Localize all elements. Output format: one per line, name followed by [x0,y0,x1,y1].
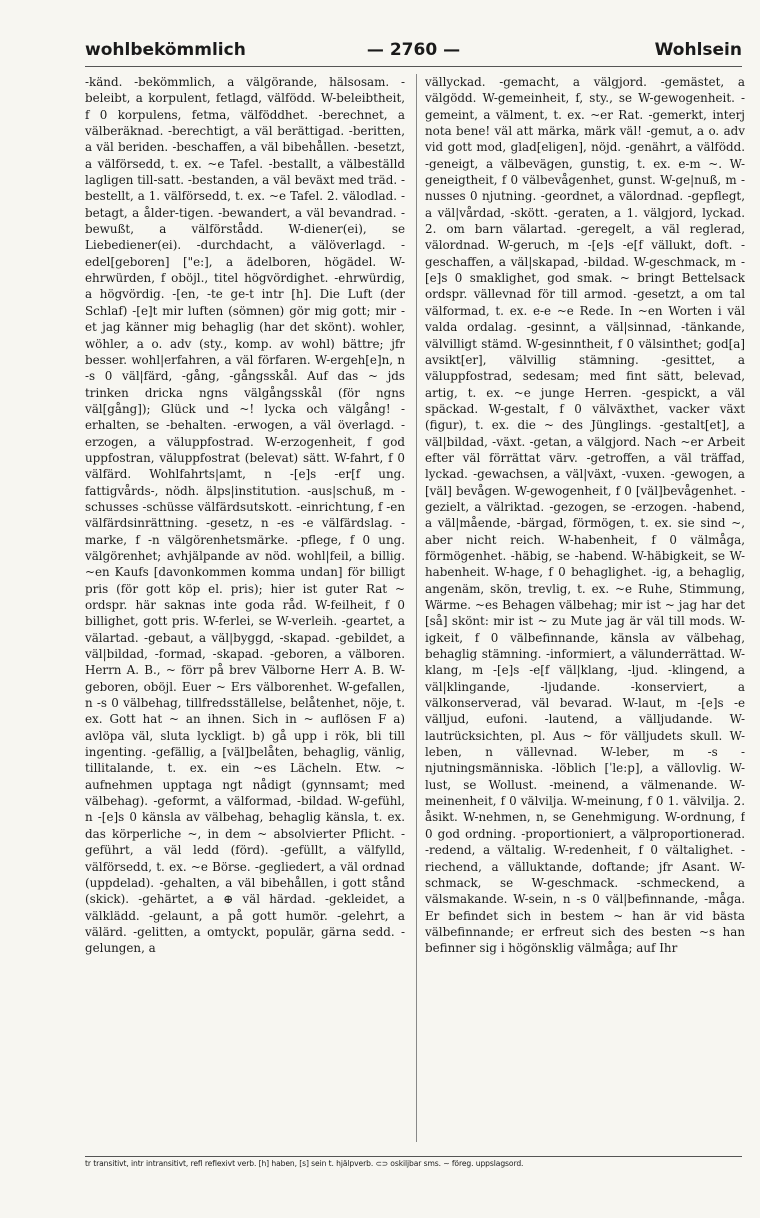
footer-rule [85,1156,742,1157]
abbreviation-legend: tr transitivt, intr intransitivt, refl reflexivt verb. [h] haben, [s] sein t. hjälpverb. ⊂⊃ oskiljbar sms. ~ föreg. uppslagsord. [85,1159,524,1168]
left-column-text: -känd. -bekömmlich, a välgörande, hälsosam. -beleibt, a korpulent, fetlagd, välfödd. W-beleibtheit, f 0 korpulens, fetma, välföddhet. -berechnet, a välberäknad. -berechtigt, a väl berättigad. -beritten, a väl beriden. -beschaffen, a väl bibehållen. -besetzt, a välförsedd, t. ex. ~e Tafel. -bestallt, a välbeställd lagligen till-satt. -bestanden, a väl beväxt med träd. -bestellt, a 1. välförsedd, t. ex. ~e Tafel. 2. välodlad. -betagt, a ålder-tigen. -bewandert, a väl bevandrad. -bewußt, a välförstådd. W-diener(ei), se Liebediener(ei). -durchdacht, a välöverlagd. -edel[geboren] ["e:], a ädelboren, högädel. W-ehrwürden, f oböjl., titel högvördighet. -ehrwürdig, a högvördig. -[en, -te ge-t intr [h]. Die Luft (der Schlaf) -[e]t mir luften (sömnen) gör mig gott; mir -et jag känner mig behaglig (har det skönt). wohler, wöhler, a o. adv (sty., komp. av wohl) bättre; jfr besser. wohl|erfahren, a väl förfaren. W-ergeh[e]n, n -s 0 väl|färd, -gång, -gångsskål. Auf das ~ jds trinken dricka ngns välgångsskål (för ngns väl[gång]); Glück und ~! lycka och välgång! -erhalten, se -behalten. -erwogen, a väl överlagd. -erzogen, a väluppfostrad. W-erzogenheit, f god uppfostran, väluppfostrat (belevat) sätt. W-fahrt, f 0 välfärd. Wohlfahrts|amt, n -[e]s -er[f ung. fattigvårds-, nödh. älps|institution. -aus|schuß, m -schusses -schüsse välfärdsutskott. -einrichtung, f -en välfärdsinrättning. -gesetz, n -es -e välfärdslag. -marke, f -n välgörenhetsmärke. -pflege, f 0 ung. välgörenhet; avhjälpande av nöd. wohl|feil, a billig. ~en Kaufs [davonkommen komma undan] för billigt pris (för gott köp el. pris); hier ist guter Rat ~ ordspr. här saknas inte goda råd. W-feilheit, f 0 billighet, gott pris. W-ferlei, se W-verleih. -geartet, a välartad. -gebaut, a väl|byggd, -skapad. -gebildet, a väl|bildad, -formad, -skapad. -geboren, a välboren. Herrn A. B., ~ förr på brev Välborne Herr A. B. W-geboren, oböjl. Euer ~ Ers välborenhet. W-gefallen, n -s 0 välbehag, tillfredsställelse, belåtenhet, nöje, t. ex. Gott hat ~ an ihnen. Sich in ~ auflösen F a) avlöpa väl, sluta lyckligt. b) gå upp i rök, bli till ingenting. -gefällig, a [väl]belåten, behaglig, vänlig, tillitalande, t. ex. ein ~es Lächeln. Etw. ~ aufnehmen upptaga ngt nådigt (gynnsamt; med välbehag). -geformt, a välformad, -bildad. W-gefühl, n -[e]s 0 känsla av välbehag, behaglig känsla, t. ex. das körperliche ~, in dem ~ absolvierter Pflicht. -geführt, a väl ledd (förd). -gefüllt, a välfylld, välförsedd, t. ex. ~e Börse. -gegliedert, a väl ordnad (uppdelad). -gehalten, a väl bibehållen, i gott stånd (skick). -gehärtet, a ⊕ väl härdad. -gekleidet, a välklädd. -gelaunt, a på gott humör. -gelehrt, a välärd. -gelitten, a omtyckt, populär, gärna sedd. -gelungen, a [85,75,405,956]
left-column [85,74,405,1144]
header-right-guideword: Wohlsein [654,40,742,60]
header-left-guideword: wohlbekömmlich [85,40,246,60]
column-divider [416,74,417,1142]
right-column-text: vällyckad. -gemacht, a välgjord. -gemästet, a välgödd. W-gemeinheit, f, sty., se W-gewogenheit. -gemeint, a välment, t. ex. ~er Rat. -gemerkt, interj nota bene! väl att märka, märk väl! -gemut, a o. adv vid gott mod, glad[eligen], nöjd. -genährt, a välfödd. -geneigt, a välbevägen, gunstig, t. ex. e-m ~. W-geneigtheit, f 0 välbevågenhet, gunst. W-ge|nuß, m -nusses 0 njutning. -geordnet, a välordnad. -gepflegt, a väl|vårdad, -skött. -geraten, a 1. välgjord, lyckad. 2. om barn välartad. -geregelt, a väl reglerad, välordnad. W-geruch, m -[e]s -e[f vällukt, doft. -geschaffen, a väl|skapad, -bildad. W-geschmack, m -[e]s 0 smaklighet, god smak. ~ bringt Bettelsack ordspr. vällevnad för till armod. -gesetzt, a om tal välformad, t. ex. e-e ~e Rede. In ~en Worten i väl valda ordalag. -gesinnt, a väl|sinnad, -tänkande, välvilligt stämd. W-gesinntheit, f 0 välsinthet; god[a] avsikt[er], välvillig stämning. -gesittet, a väluppfostrad, sedesam; med fint sätt, belevad, artig, t. ex. ~e junge Herren. -gespickt, a väl späckad. W-gestalt, f 0 välväxthet, vacker växt (figur), t. ex. die ~ des Jünglings. -gestalt[et], a väl|bildad, -växt. -getan, a välgjord. Nach ~er Arbeit efter väl förrättat värv. -getroffen, a väl träffad, lyckad. -gewachsen, a väl|växt, -vuxen. -gewogen, a [väl] bevågen. W-gewogenheit, f 0 [väl]bevågenhet. -gezielt, a välriktad. -gezogen, se -erzogen. -habend, a väl|mående, -bärgad, förmögen, t. ex. sie sind ~, aber nicht reich. W-habenheit, f 0 välmåga, förmögenhet. -häbig, se -habend. W-häbigkeit, se W-habenheit. W-hage, f 0 behaglighet. -ig, a behaglig, angenäm, skön, trevlig, t. ex. ~e Ruhe, Stimmung, Wärme. ~es Behagen välbehag; mir ist ~ jag har det [så] skönt: mir ist ~ zu Mute jag är väl till mods. W-igkeit, f 0 välbefinnande, känsla av välbehag, behaglig stämning. -informiert, a välunderrättad. W-klang, m -[e]s -e[f väl|klang, -ljud. -klingend, a väl|klingande, -ljudande. -konserviert, a välkonserverad, väl bevarad. W-laut, m -[e]s -e välljud, eufoni. -lautend, a välljudande. W-lautrücksichten, pl. Aus ~ för välljudets skull. W-leben, n vällevnad. W-leber, m -s - njutningsmänniska. -löblich [ˈle:p], a vällovlig. W-lust, se Wollust. -meinend, a välmenande. W-meinenheit, f 0 välvilja. W-meinung, f 0 1. välvilja. 2. åsikt. W-nehmen, n, se Genehmigung. W-ordnung, f 0 god ordning. -proportioniert, a välproportionerad. -redend, a vältalig. W-redenheit, f 0 vältalighet. -riechend, a välluktande, doftande; jfr Asant. W-schmack, se W-geschmack. -schmeckend, a välsmakande. W-sein, n -s 0 väl|befinnande, -måga. Er befindet sich in bestem ~ han är vid bästa välbefinnande; er erfreut sich des besten ~s han befinner sig i högönsklig välmåga; auf Ihr [425,75,745,956]
page-number: — 2760 — [366,40,461,60]
header-rule [85,66,742,67]
right-column [425,74,745,1144]
page-header [85,40,742,68]
